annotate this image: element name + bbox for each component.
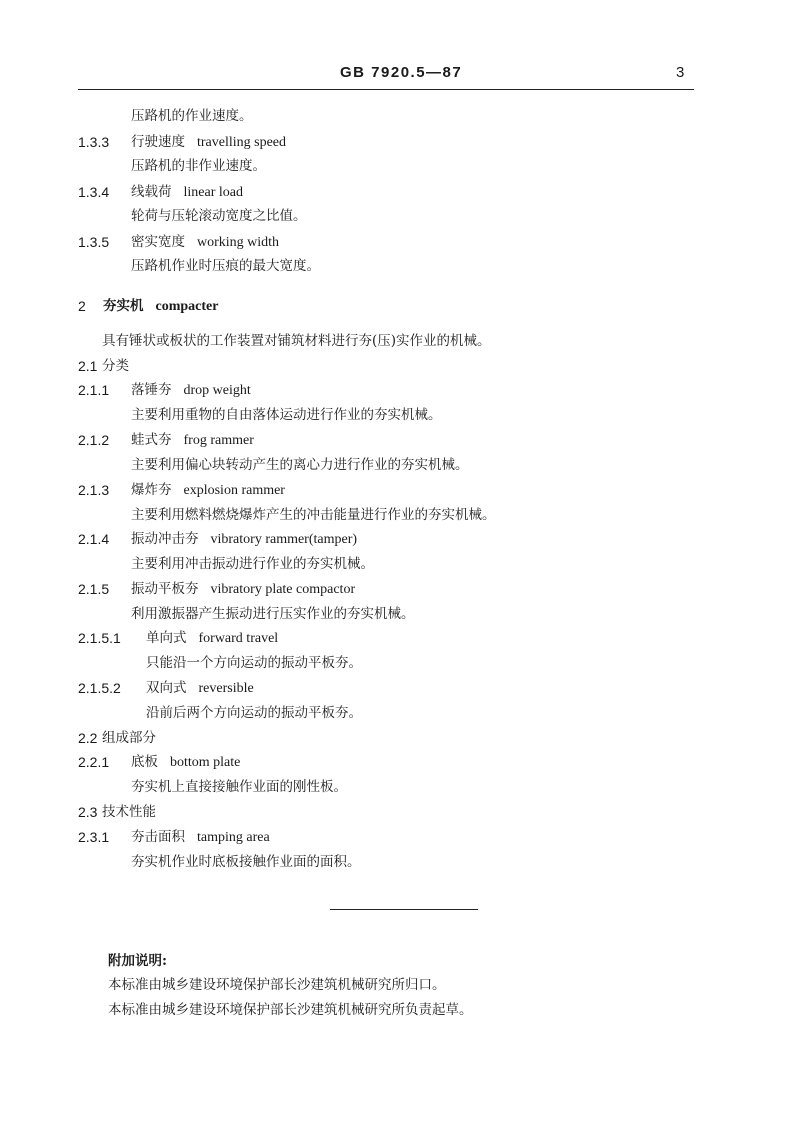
- term-english: tamping area: [197, 830, 270, 845]
- clause-number: 2.3.1: [78, 829, 110, 845]
- term-english: vibratory rammer(tamper): [210, 532, 358, 547]
- section-heading: [102, 729, 156, 747]
- separator-rule: [330, 909, 478, 910]
- header-rule: [78, 89, 694, 90]
- definition-text: 夯实机上直接接触作业面的刚性板。: [131, 779, 347, 795]
- definition-text: 压路机的非作业速度。: [131, 158, 266, 174]
- clause-number: 2.3: [78, 804, 98, 820]
- term-english: linear load: [183, 185, 243, 200]
- term-english: explosion rammer: [183, 483, 285, 498]
- definition-text: 沿前后两个方向运动的振动平板夯。: [146, 705, 362, 721]
- definition-text: 主要利用冲击振动进行作业的夯实机械。: [131, 556, 374, 572]
- term-english: travelling speed: [197, 135, 287, 150]
- clause-number: 2.1.1: [78, 382, 110, 398]
- definition-text: 夯实机作业时底板接触作业面的面积。: [131, 854, 361, 870]
- term-chinese: 振动平板夯: [131, 581, 199, 597]
- term-entry: [103, 297, 218, 316]
- term-entry: [131, 233, 279, 252]
- term-chinese: 振动冲击夯: [131, 531, 199, 547]
- term-chinese: 线载荷: [131, 184, 172, 200]
- term-english: bottom plate: [170, 755, 241, 770]
- term-chinese: 夯实机: [103, 298, 144, 314]
- clause-number: 2.1.5: [78, 581, 110, 597]
- clause-number: 2.1.3: [78, 482, 110, 498]
- clause-number: 2.1.5.1: [78, 630, 121, 646]
- clause-number: 2.2: [78, 730, 98, 746]
- clause-number: 2.1.4: [78, 531, 110, 547]
- term-english: working width: [197, 235, 280, 250]
- term-chinese: 单向式: [146, 630, 187, 646]
- section-heading: [102, 803, 156, 821]
- term-chinese: 爆炸夯: [131, 482, 172, 498]
- term-entry: [131, 828, 270, 847]
- clause-number: 2.2.1: [78, 754, 110, 770]
- term-english: forward travel: [198, 631, 279, 646]
- clause-number: 1.3.3: [78, 134, 110, 150]
- term-chinese: 底板: [131, 754, 158, 770]
- notes-title: 附加说明:: [108, 953, 167, 969]
- section-heading: [102, 357, 129, 375]
- term-entry: [131, 183, 243, 202]
- term-chinese: 蛙式夯: [131, 432, 172, 448]
- paragraph: 具有锤状或板状的工作装置对铺筑材料进行夯(压)实作业的机械。: [102, 333, 491, 349]
- notes-item: 本标准由城乡建设环境保护部长沙建筑机械研究所负责起草。: [108, 1002, 473, 1018]
- term-entry: [131, 431, 254, 450]
- clause-number: 1.3.5: [78, 234, 110, 250]
- term-english: reversible: [198, 681, 254, 696]
- definition-text: 轮荷与压轮滚动宽度之比值。: [131, 208, 307, 224]
- clause-number: 2.1: [78, 358, 98, 374]
- term-entry: [146, 679, 254, 698]
- term-english: frog rammer: [183, 433, 254, 448]
- page-header: [78, 60, 694, 90]
- definition-text: 利用激振器产生振动进行压实作业的夯实机械。: [131, 606, 415, 622]
- term-entry: [131, 481, 285, 500]
- term-chinese: 密实宽度: [131, 234, 185, 250]
- clause-number: 1.3.4: [78, 184, 110, 200]
- term-chinese: 组成部分: [102, 730, 156, 746]
- term-chinese: 夯击面积: [131, 829, 185, 845]
- notes-item: 本标准由城乡建设环境保护部长沙建筑机械研究所归口。: [108, 977, 446, 993]
- term-chinese: 落锤夯: [131, 382, 172, 398]
- clause-number: 2.1.5.2: [78, 680, 121, 696]
- definition-text: 主要利用偏心块转动产生的离心力进行作业的夯实机械。: [131, 457, 469, 473]
- term-english: compacter: [155, 299, 219, 314]
- standard-number: GB 7920.5—87: [340, 64, 463, 81]
- term-entry: [146, 629, 278, 648]
- chapter-number: 2: [78, 298, 86, 314]
- definition-text: 压路机的作业速度。: [131, 108, 253, 124]
- term-entry: [131, 381, 251, 400]
- clause-number: 2.1.2: [78, 432, 110, 448]
- term-chinese: 分类: [102, 358, 129, 374]
- definition-text: 压路机作业时压痕的最大宽度。: [131, 258, 320, 274]
- term-entry: [131, 580, 355, 599]
- page-number: 3: [676, 64, 685, 81]
- term-chinese: 技术性能: [102, 804, 156, 820]
- definition-text: 主要利用燃料燃烧爆炸产生的冲击能量进行作业的夯实机械。: [131, 507, 496, 523]
- definition-text: 只能沿一个方向运动的振动平板夯。: [146, 655, 362, 671]
- term-english: vibratory plate compactor: [210, 582, 356, 597]
- term-entry: [131, 753, 240, 772]
- term-entry: [131, 530, 357, 549]
- term-english: drop weight: [183, 383, 251, 398]
- definition-text: 主要利用重物的自由落体运动进行作业的夯实机械。: [131, 407, 442, 423]
- term-chinese: 双向式: [146, 680, 187, 696]
- term-chinese: 行驶速度: [131, 134, 185, 150]
- term-entry: [131, 133, 286, 152]
